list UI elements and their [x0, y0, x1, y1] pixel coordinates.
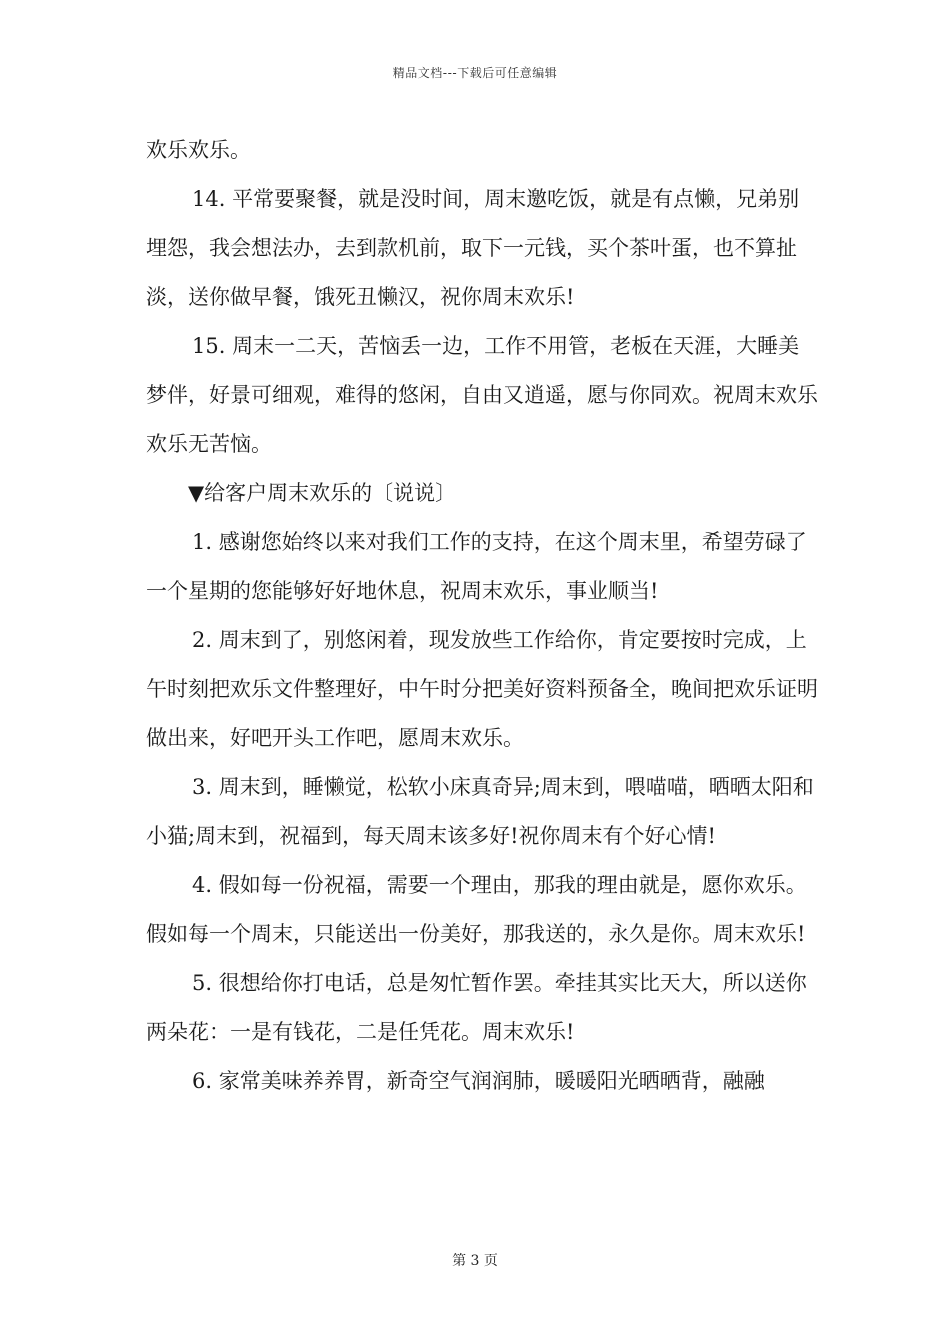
list-item: 5. 很想给你打电话，总是匆忙暂作罢。牵挂其实比天大，所以送你两朵花：一是有钱花，二是任凭花。周末欢乐!	[146, 971, 807, 1044]
list-item: 1. 感谢您始终以来对我们工作的支持，在这个周末里，希望劳碌了一个星期的您能够好好地休息，祝周末欢乐，事业顺当!	[146, 530, 807, 603]
paragraph-14: 14. 平常要聚餐，就是没时间，周末邀吃饭，就是有点懒，兄弟别埋怨，我会想法办，去到款机前，取下一元钱，买个茶叶蛋，也不算扯淡，送你做早餐，饿死丑懒汉，祝你周末欢乐!	[146, 187, 800, 309]
section-heading: ▼给客户周末欢乐的〔说说〕	[188, 481, 457, 505]
paragraph-15: 15. 周末一二天，苦恼丢一边，工作不用管，老板在天涯，大睡美梦伴，好景可细观，难得的悠闲，自由又逍遥，愿与你同欢。祝周末欢乐欢乐无苦恼。	[146, 334, 818, 456]
paragraph-continuation: 欢乐欢乐。	[146, 138, 251, 162]
page-header: 精品文档---下载后可任意编辑	[392, 66, 558, 80]
list-item: 2. 周末到了，别悠闲着，现发放些工作给你，肯定要按时完成，上午时刻把欢乐文件整理好，中午时分把美好资料预备全，晚间把欢乐证明做出来，好吧开头工作吧，愿周末欢乐。	[146, 628, 818, 750]
list-item: 6. 家常美味养养胃，新奇空气润润肺，暖暖阳光晒晒背，融融	[192, 1069, 765, 1093]
page-number: 第 3 页	[452, 1253, 498, 1269]
document-body	[146, 126, 818, 1106]
list-item: 4. 假如每一份祝福，需要一个理由，那我的理由就是，愿你欢乐。假如每一个周末，只能送出一份美好，那我送的，永久是你。周末欢乐!	[146, 873, 807, 946]
list-item: 3. 周末到，睡懒觉，松软小床真奇异;周末到，喂喵喵，晒晒太阳和小猫;周末到，祝福到，每天周末该多好!祝你周末有个好心情!	[146, 775, 814, 848]
